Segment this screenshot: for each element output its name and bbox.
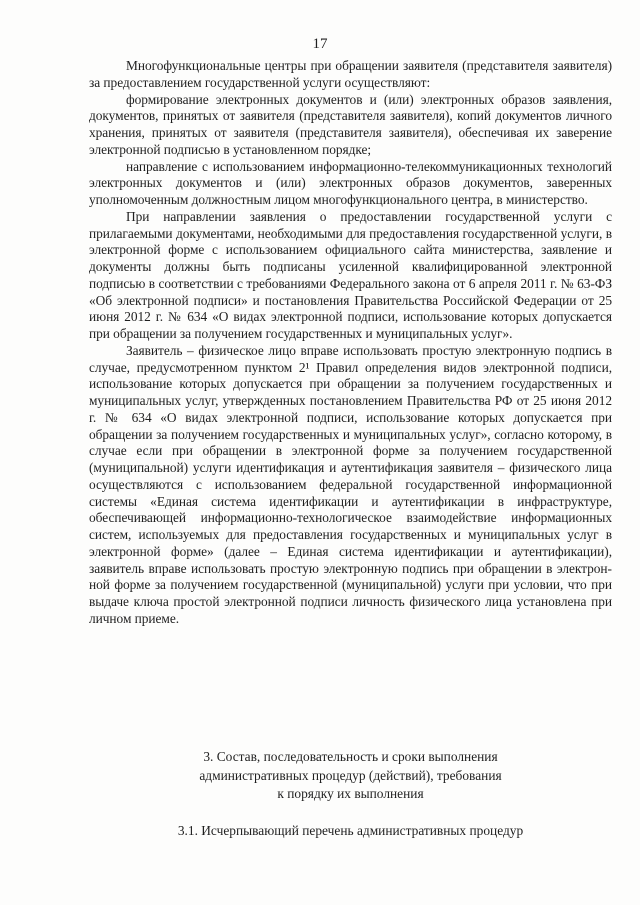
section-heading-line-3: к порядку их выполнения: [277, 786, 424, 801]
paragraph-transmission: направление с использованием информационно-телекоммуникационных технологий электронных документов и (или) электронных образов документов, заверенных уполномоченным должностным лицом многофункционального центра, в министерство.: [89, 158, 612, 207]
paragraph-electronic-docs: формирование электронных документов и (или) электронных образов заявления, документов, принятых от заявителя (представителя заявителя), копий документов личного хранения, принятых от заявителя (представителя заявителя), обеспечивая их заверение электронной подписью в установленном порядке;: [89, 91, 612, 157]
section-heading-line-1: 3. Состав, последовательность и сроки выполнения: [203, 749, 498, 764]
subsection-heading: 3.1. Исчерпывающий перечень административных процедур: [177, 823, 524, 838]
section-heading-line-2: административных процедур (действий), требования: [199, 767, 502, 783]
body-text: [89, 58, 612, 628]
page-number: 17: [312, 36, 328, 52]
paragraph-electronic-application: При направлении заявления о предоставлении государственной услуги с прилагаемыми документами, необходимыми для предоставления государственной услуги, в электронной форме с использованием официального сайта министерства, заявление и документы должны быть подписаны усиленной квалифицированной электронной подписью в соответствии с требованиями Федерального закона от 6 апреля 2011 г. № 63-ФЗ «Об электронной подписи» и постановления Правительства Российской Федерации от 25 июня 2012 г. № 634 «О видах электронной подписи, использование которых допускается при обращении за получением государственных и муниципальных услуг».: [89, 208, 612, 341]
paragraph-simple-signature: Заявитель – физическое лицо вправе использовать простую электронную подпись в случае, предусмотренном пунктом 2¹ Правил определения видов электронной подписи, использование которых допускается при обращении за получением государственных и муниципальных услуг, утвержденных постановлением Правительства РФ от 25 июня 2012 г. № 634 «О видах электронной подписи, использование которых допускается при обращении за получением государственных и муниципальных услуг», согласно которому, в случае если при обращении в электронной форме за получением государственной (муниципальной) услуги идентификация и аутентификация заявителя – физического лица осуществляются с использованием федеральной государственной информационной системы «Единая система идентификации и аутентификации в инфраструктуре, обеспечивающей информационно-технологическое взаимодействие информационных систем, используемых для предоставления государственных и муниципальных услуг в электронной форме» (далее – Единая система идентификации и аутентификации), заявитель вправе использовать простую электронную подпись при обращении в электронной форме за получением государственной (муниципальной) услуги при условии, что при выдаче ключа простой электронной подписи личность физического лица установлена при личном приеме.: [89, 342, 612, 626]
paragraph-mfc-actions: Многофункциональные центры при обращении заявителя (представителя заявителя) за предоставлением государственной услуги осуществляют:: [89, 58, 612, 90]
section-heading: [89, 748, 612, 804]
